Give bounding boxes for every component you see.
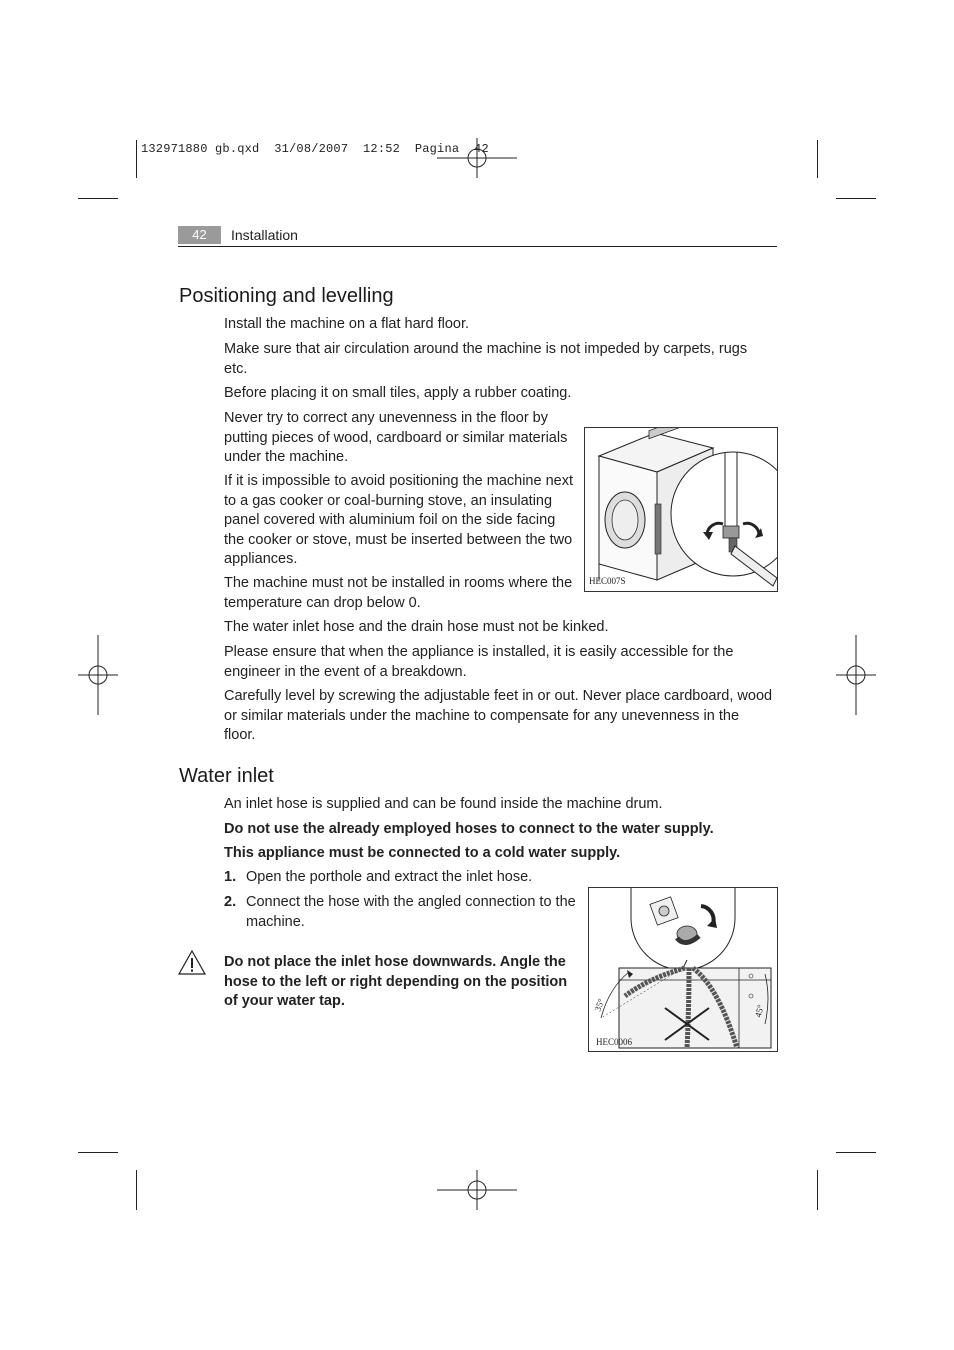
paragraph: Carefully level by screwing the adjustable feet in or out. Never place cardboard, wood or similar materials under the machine to compensate for any unevenness in the floor.: [224, 688, 773, 743]
section-title: Installation: [231, 227, 298, 243]
figure-water-inlet: [588, 887, 778, 1052]
paragraph: The machine must not be installed in rooms where the temperature can drop below 0.: [224, 575, 573, 611]
figure-code: HEC0006: [596, 1037, 632, 1047]
header-rule: [178, 246, 777, 247]
step-text: Connect the hose with the angled connection to the machine.: [246, 894, 576, 930]
paragraph: The water inlet hose and the drain hose must not be kinked.: [224, 619, 609, 635]
warning-text: Do not place the inlet hose downwards. Angle the hose to the left or right depending on the position of your water tap.: [224, 954, 568, 1009]
registration-mark-bottom: [437, 1170, 517, 1210]
step-text: Open the porthole and extract the inlet hose.: [246, 869, 533, 885]
angle-left-label: 35°: [592, 997, 607, 1013]
paragraph: An inlet hose is supplied and can be found inside the machine drum.: [224, 796, 663, 812]
page-number-badge: 42: [178, 226, 221, 244]
paragraph: Before placing it on small tiles, apply a rubber coating.: [224, 385, 572, 401]
paragraph: Install the machine on a flat hard floor.: [224, 316, 470, 332]
paragraph: If it is impossible to avoid positioning the machine next to a gas cooker or coal-burning stove, an insulating panel covered with aluminium foil on the side facing the cooker or stove, must be inserted between the two appliances.: [224, 473, 573, 567]
inlet-hose-illustration: [589, 888, 777, 1051]
step-number: 1.: [224, 869, 237, 885]
angle-right-label: 45°: [752, 1003, 766, 1019]
step-item: [224, 868, 576, 888]
registration-mark-right: [836, 635, 876, 715]
registration-mark-top: [437, 138, 517, 178]
paragraph: Please ensure that when the appliance is installed, it is easily accessible for the engineer in the event of a breakdown.: [224, 644, 734, 680]
print-info: 132971880 gb.qxd 31/08/2007 12:52 Pagina 42: [141, 142, 489, 156]
figure-levelling: [584, 427, 778, 592]
paragraph: Make sure that air circulation around the machine is not impeded by carpets, rugs etc.: [224, 341, 748, 377]
heading-water-inlet: Water inlet: [179, 765, 274, 787]
washing-machine-levelling-illustration: [585, 428, 777, 591]
heading-positioning: Positioning and levelling: [179, 285, 394, 307]
registration-mark-left: [78, 635, 118, 715]
step-item: [224, 893, 576, 932]
warning-icon: [178, 950, 206, 975]
bold-notice: This appliance must be connected to a cold water supply.: [224, 845, 621, 861]
figure-code: HEC007S: [589, 576, 626, 586]
bold-notice: Do not use the already employed hoses to connect to the water supply.: [224, 821, 714, 837]
paragraph: Never try to correct any unevenness in the floor by putting pieces of wood, cardboard or similar materials under the machine.: [224, 410, 568, 465]
step-number: 2.: [224, 894, 237, 910]
